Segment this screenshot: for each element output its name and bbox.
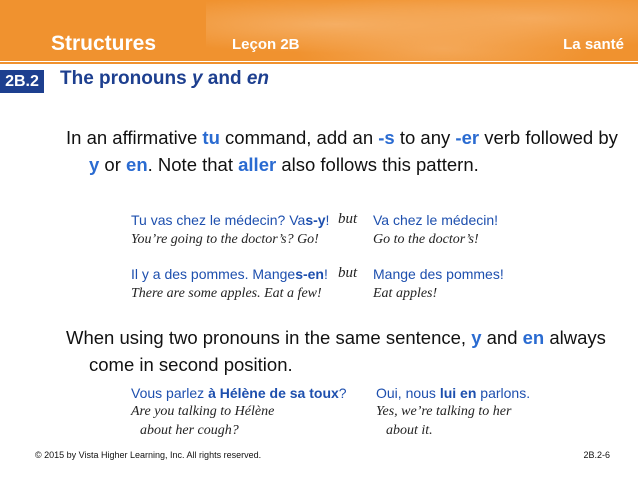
example-2-but: but xyxy=(338,265,358,281)
example-2-french-alt: Mange des pommes! xyxy=(373,266,504,282)
section-badge: 2B.2 xyxy=(0,70,44,93)
rule-1-highlight: en xyxy=(126,154,148,175)
example-2-french: Il y a des pommes. Manges-en! xyxy=(131,266,328,282)
header-topic: La santé xyxy=(563,36,624,53)
header-lesson: Leçon 2B xyxy=(232,36,300,53)
example-1-french: Tu vas chez le médecin? Vas-y! xyxy=(131,212,330,228)
example-3-french: Vous parlez à Hélène de sa toux? xyxy=(131,385,347,401)
example-1-but: but xyxy=(338,211,358,227)
rule-1-text: In an affirmative xyxy=(66,127,203,148)
rule-1-text: or xyxy=(99,154,127,175)
rule-1-highlight: -er xyxy=(455,127,480,148)
rule-1-text: verb followed by xyxy=(479,127,618,148)
rule-1-text: . Note that xyxy=(147,154,239,175)
rule-2-text: and xyxy=(481,327,523,348)
example-3-english-line1: Are you talking to Hélène xyxy=(131,404,275,419)
rule-1-highlight: -s xyxy=(378,127,395,148)
header-bar xyxy=(0,0,638,61)
rule-2-highlight: y xyxy=(471,327,482,348)
example-3-english-alt-line1: Yes, we’re talking to her xyxy=(376,404,512,419)
example-1-english: You’re going to the doctor’s? Go! xyxy=(131,232,319,247)
example-2-english-alt: Eat apples! xyxy=(373,286,438,301)
rule-1 xyxy=(66,124,629,178)
header-title: Structures xyxy=(51,32,157,55)
rule-2-highlight: en xyxy=(522,327,545,348)
example-1-english-alt: Go to the doctor’s! xyxy=(373,232,479,247)
example-3-english-line2: about her cough? xyxy=(140,423,239,438)
slide-number: 2B.2-6 xyxy=(583,450,610,460)
example-3-english-alt-line2: about it. xyxy=(386,423,433,438)
rule-2-text: When using two pronouns in the same sentence, xyxy=(66,327,472,348)
rule-1-highlight: y xyxy=(89,154,100,175)
header-rule xyxy=(0,62,638,64)
section-title: The pronouns y and en xyxy=(60,68,270,89)
copyright: © 2015 by Vista Higher Learning, Inc. All rights reserved. xyxy=(35,450,262,460)
rule-2-text: always come in second position. xyxy=(89,327,606,375)
example-2-english: There are some apples. Eat a few! xyxy=(131,286,322,301)
rule-1-text: to any xyxy=(394,127,456,148)
rule-2 xyxy=(66,324,629,378)
rule-1-text: also follows this pattern. xyxy=(276,154,479,175)
rule-1-highlight: aller xyxy=(238,154,277,175)
rule-1-highlight: tu xyxy=(202,127,220,148)
example-1-french-alt: Va chez le médecin! xyxy=(373,212,499,228)
example-3-french-alt: Oui, nous lui en parlons. xyxy=(376,385,531,401)
rule-1-text: command, add an xyxy=(219,127,379,148)
